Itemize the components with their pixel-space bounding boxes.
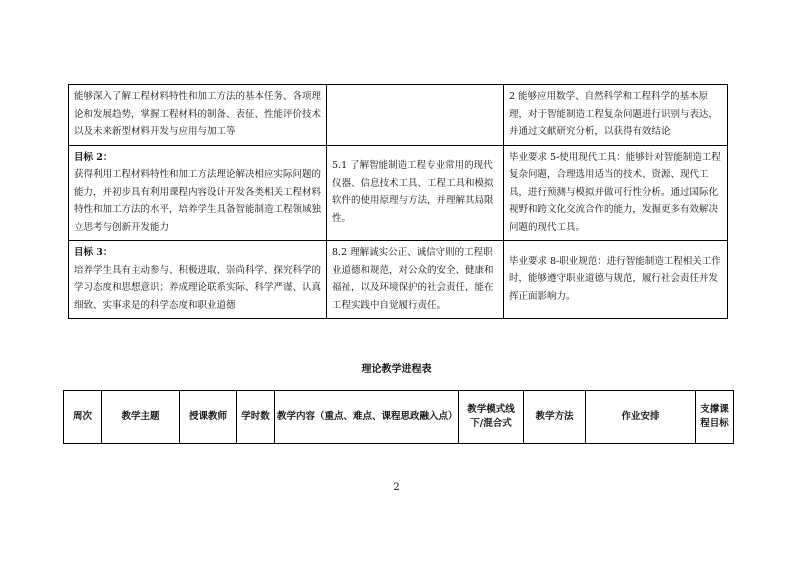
- header-topic: 教学主题: [102, 391, 180, 444]
- indicator-cell: [327, 85, 504, 146]
- requirement-cell: 毕业要求 8-职业规范：进行智能制造工程相关工作时，能够遵守职业道德与规范，履行社会责任并发挥正面影响力。: [504, 241, 728, 319]
- table-row: [69, 241, 728, 319]
- goal-text: 获得利用工程材料特性和加工方法理论解决相应实际问题的能力，并初步具有利用课程内容设计开发各类相关工程材料特性和加工方法的水平，培养学生具备智能制造工程领域独立思考与创新开发能力: [74, 169, 322, 233]
- course-goal-cell: [69, 85, 327, 146]
- header-goal: 支撑课程目标: [696, 391, 734, 444]
- objectives-table: [68, 84, 728, 319]
- page-number: 2: [393, 482, 400, 493]
- header-week: 周次: [64, 391, 102, 444]
- header-teacher: 授课教师: [180, 391, 237, 444]
- header-homework: 作业安排: [586, 391, 696, 444]
- goal-text: 能够深入了解工程材料特性和加工方法的基本任务、各项理论和发展趋势，掌握工程材料的制备、表征、性能评价技术以及未来新型材料开发与应用与加工等: [74, 91, 322, 137]
- table-row: [69, 85, 728, 146]
- requirement-cell: 毕业要求 5-使用现代工具：能够针对智能制造工程复杂问题，合理选用适当的技术、资源、现代工具，进行预测与模拟并做可行性分析。通过国际化视野和跨文化交流合作的能力，发掘更多有效解决问题的现代工具。: [504, 145, 728, 241]
- indicator-cell: 8.2 理解诚实公正、诚信守则的工程职业道德和规范，对公众的安全、健康和福祉，以及环境保护的社会责任，能在工程实践中自觉履行责任。: [327, 241, 504, 319]
- course-goal-cell: [69, 145, 327, 241]
- schedule-table: [63, 390, 734, 444]
- table-row: [69, 145, 728, 241]
- requirement-cell: 2 能够应用数学、自然科学和工程科学的基本原理，对于智能制造工程复杂问题进行识别与表达，并通过文献研究分析，以获得有效结论: [504, 85, 728, 146]
- goal-text: 培养学生具有主动参与、积极进取、崇尚科学、探究科学的学习态度和思想意识；养成理论联系实际、科学严谨、认真细致、实事求是的科学态度和职业道德: [74, 264, 322, 311]
- table-header-row: [64, 391, 734, 444]
- goal-title: 目标 3：: [74, 247, 113, 258]
- section-title: 理论教学进程表: [361, 364, 432, 375]
- header-hours: 学时数: [237, 391, 275, 444]
- course-goal-cell: [69, 241, 327, 319]
- goal-title: 目标 2：: [74, 151, 113, 163]
- indicator-cell: 5.1 了解智能制造工程专业常用的现代仪器、信息技术工具、工程工具和模拟软件的使用原理与方法，并理解其局限性。: [327, 145, 504, 241]
- header-content: 教学内容（重点、难点、课程思政融入点）: [275, 391, 459, 444]
- header-mode: 教学模式线下/混合式: [459, 391, 524, 444]
- header-method: 教学方法: [524, 391, 586, 444]
